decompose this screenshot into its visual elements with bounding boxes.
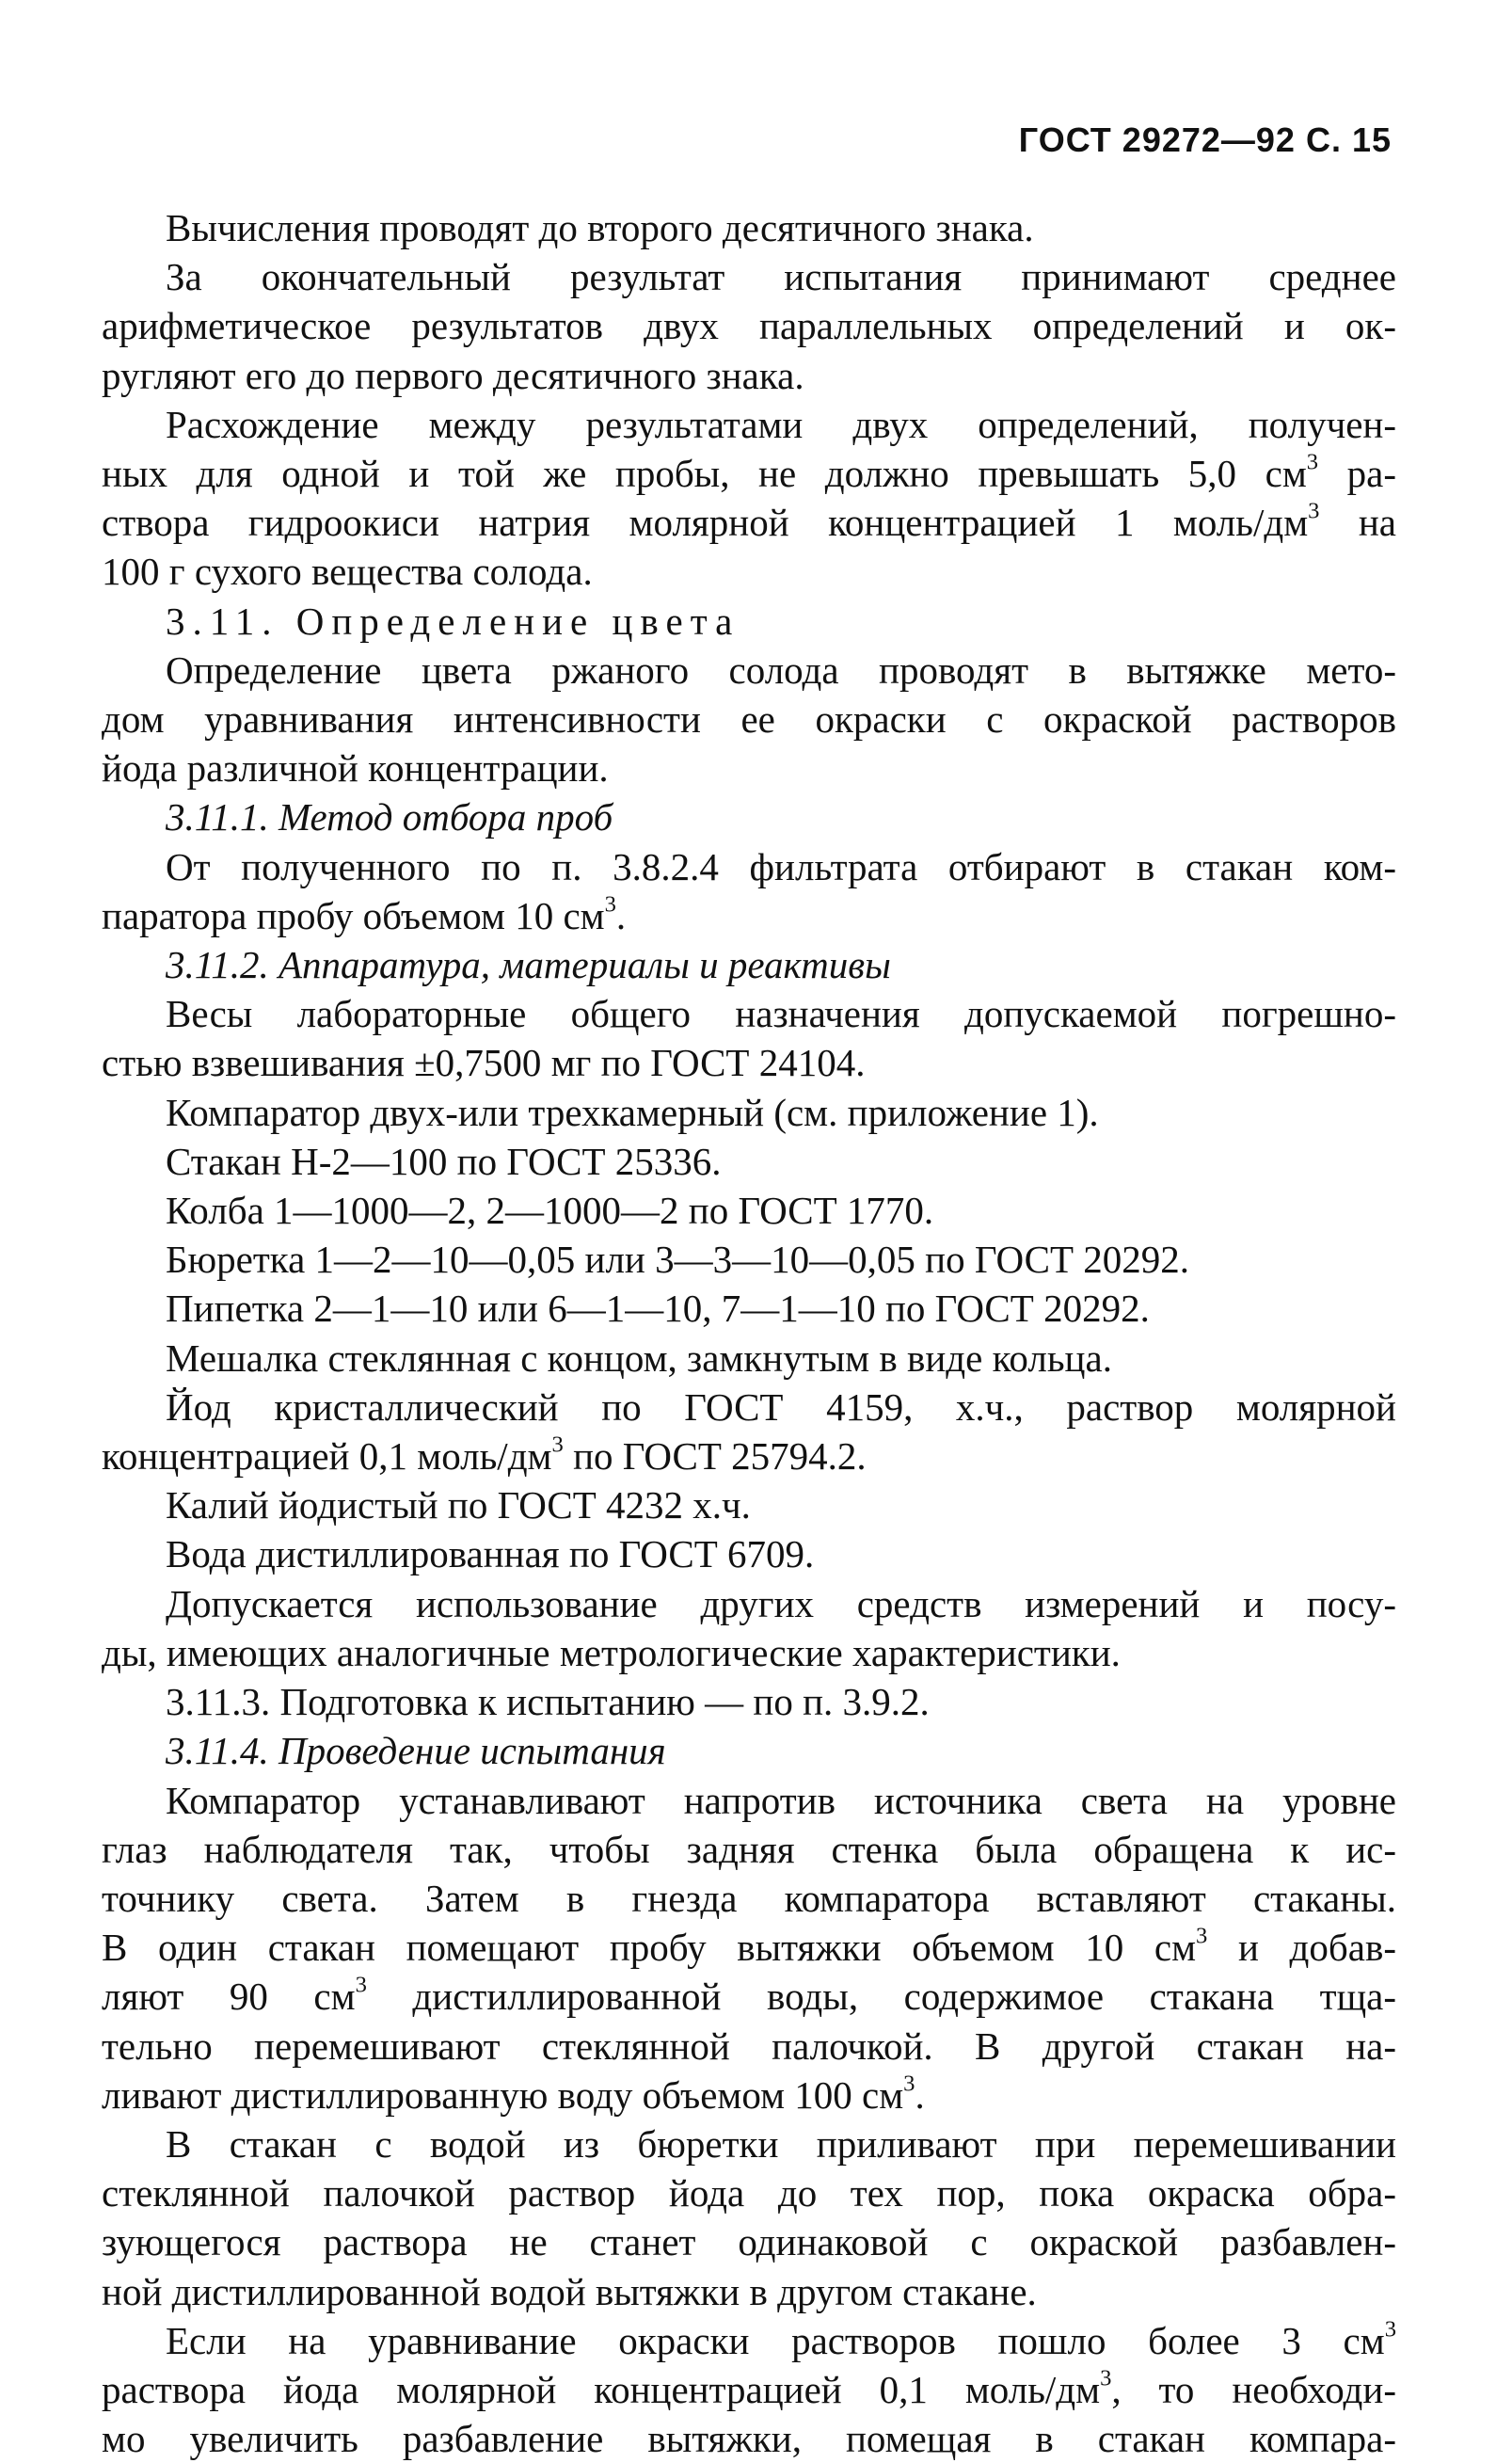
text-line: Допускается использование других средств измерений и посу- [166,1581,1396,1625]
text-line: стью взвешивания ±0,7500 мг по ГОСТ 24104. [102,1041,866,1085]
subsection-heading: 3.11.1. Метод отбора проб [166,795,613,840]
text-line: ных для одной и той же пробы, не должно превышать 5,0 $см^3$ ра- [102,449,1396,496]
text-line: ливают дистиллированную воду объемом 100 $см^3$. [102,2071,925,2117]
text-line: ляют 90 $см^3$ дистиллированной воды, содержимое стакана тща- [102,1972,1397,2019]
document-body [102,203,1396,2463]
text-line: 100 г сухого вещества солода. [102,550,593,594]
text-line: йода различной концентрации. [102,746,609,791]
text-line: Если на уравнивание окраски растворов пошло более 3 $см^3$ [166,2316,1396,2362]
text-line: зующегося раствора не станет одинаковой с окраской разбавлен- [102,2220,1396,2264]
text-line: Определение цвета ржаного солода проводят в вытяжке мето- [166,648,1396,692]
text-line: дом уравнивания интенсивности ее окраски с окраской растворов [102,697,1396,742]
text-line: ругляют его до первого десятичного знака. [102,353,804,397]
text-line: Калий йодистый по ГОСТ 4232 х.ч. [166,1483,751,1527]
text-line: Вычисления проводят до второго десятичного знака. [166,206,1034,249]
text-line: 3.11.3. Подготовка к испытанию — по п. 3.9.2. [166,1680,930,1724]
text-line: Весы лабораторные общего назначения допускаемой погрешно- [166,992,1396,1036]
subsection-heading: 3.11.2. Аппаратура, материалы и реактивы [166,943,891,987]
text-line: стеклянной палочкой раствор йода до тех пор, пока окраска обра- [102,2171,1396,2215]
text-line: концентрацией 0,1 моль/$дм^3$ по ГОСТ 25794.2. [102,1431,867,1479]
text-line: Стакан Н-2—100 по ГОСТ 25336. [166,1139,722,1183]
text-line: Вода дистиллированная по ГОСТ 6709. [166,1532,815,1576]
text-line: точнику света. Затем в гнезда компаратора вставляют стаканы. [102,1876,1396,1920]
text-line: раствора йода молярной концентрацией 0,1 моль/$дм^3$, то необходи- [102,2365,1396,2411]
subsection-heading: 3.11.4. Проведение испытания [166,1729,666,1773]
text-line: тельно перемешивают стеклянной палочкой. В другой стакан на- [102,2023,1396,2068]
page-header: ГОСТ 29272—92 С. 15 [1018,120,1392,159]
text-line: Мешалка стеклянная с концом, замкнутым в виде кольца. [166,1335,1112,1380]
text-line: Расхождение между результатами двух определений, получен- [166,402,1396,446]
section-heading: 3.11. Определение цвета [166,599,740,643]
text-line: От полученного по п. 3.8.2.4 фильтрата отбирают в стакан ком- [166,844,1396,888]
text-line: Пипетка 2—1—10 или 6—1—10, 7—1—10 по ГОСТ 20292. [166,1287,1150,1331]
text-line: мо увеличить разбавление вытяжки, помещая в стакан компара- [102,2417,1396,2461]
text-line: За окончательный результат испытания принимают среднее [166,255,1396,299]
text-line: Компаратор двух-или трехкамерный (см. приложение 1). [166,1090,1099,1134]
text-line: Колба 1—1000—2, 2—1000—2 по ГОСТ 1770. [166,1189,934,1233]
text-line: Йод кристаллический по ГОСТ 4159, х.ч., раствор молярной [166,1384,1396,1429]
text-line: Бюретка 1—2—10—0,05 или 3—3—10—0,05 по ГОСТ 20292. [166,1238,1190,1282]
text-line: створа гидроокиси натрия молярной концентрацией 1 моль/$дм^3$ на [102,498,1397,545]
text-line: В стакан с водой из бюретки приливают при перемешивании [166,2121,1396,2166]
text-line: В один стакан помещают пробу вытяжки объемом 10 $см^3$ и добав- [102,1923,1396,1970]
text-line: паратора пробу объемом 10 $см^3$. [102,891,627,937]
text-line: арифметическое результатов двух параллельных определений и ок- [102,304,1396,348]
text-line: ной дистиллированной водой вытяжки в другом стакане. [102,2269,1037,2313]
text-line: глаз наблюдателя так, чтобы задняя стенка была обращена к ис- [102,1827,1396,1871]
text-line: Компаратор устанавливают напротив источника света на уровне [166,1778,1396,1822]
text-line: ды, имеющих аналогичные метрологические характеристики. [102,1630,1121,1674]
